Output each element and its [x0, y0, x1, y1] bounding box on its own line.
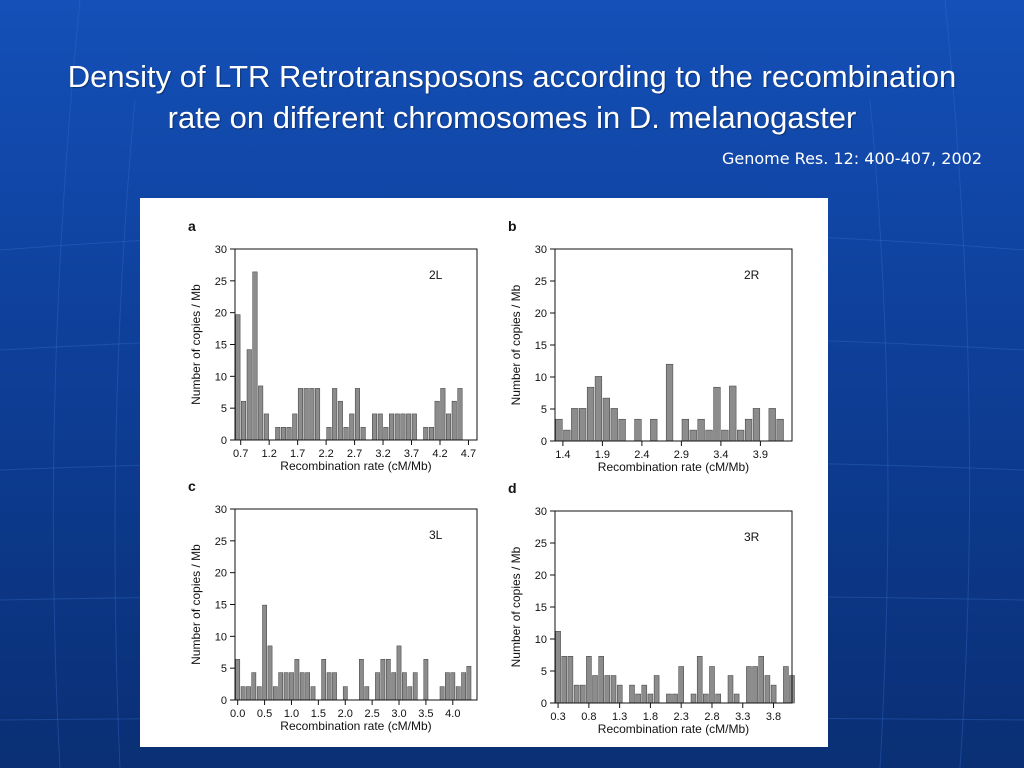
- slide-title: [0, 56, 1024, 138]
- x-tick-label-3R: 0.8: [581, 711, 597, 723]
- bar-3L: [284, 673, 288, 700]
- x-tick-label-3R: 0.3: [550, 711, 566, 723]
- bar-3L: [456, 687, 460, 700]
- bar-3R: [556, 631, 561, 703]
- bar-3L: [451, 673, 455, 700]
- bar-2L: [424, 427, 429, 440]
- bar-3L: [462, 673, 466, 700]
- y-tick-label-3L: 0: [220, 695, 227, 707]
- bar-2R: [737, 430, 744, 441]
- bar-3R: [642, 685, 647, 703]
- bar-3R: [771, 685, 776, 703]
- bar-2R: [571, 408, 578, 441]
- bar-3L: [365, 687, 369, 700]
- bar-3R: [759, 656, 764, 703]
- bar-3L: [440, 687, 444, 700]
- chromosome-label-2R: 2R: [744, 268, 760, 282]
- bar-2L: [327, 427, 332, 440]
- x-tick-label-3R: 1.3: [611, 711, 628, 723]
- bar-2L: [429, 427, 434, 440]
- bar-2L: [384, 427, 389, 440]
- x-tick-label-2L: 3.7: [403, 448, 420, 460]
- bar-3L: [279, 673, 283, 700]
- x-tick-label-3L: 3.0: [391, 708, 407, 720]
- x-tick-label-2R: 1.9: [594, 449, 611, 461]
- bar-3L: [381, 659, 385, 700]
- y-tick-label-2R: 0: [540, 436, 547, 448]
- slide-title-line-1: Density of LTR Retrotransposons according to the recombination: [67, 59, 957, 94]
- bar-3R: [605, 676, 610, 704]
- bar-2L: [293, 414, 298, 440]
- bar-3R: [666, 694, 671, 703]
- x-tick-label-2R: 3.4: [713, 449, 729, 461]
- x-tick-label-2R: 2.4: [634, 449, 650, 461]
- y-tick-label-2L: 20: [214, 307, 227, 320]
- bar-3L: [263, 605, 267, 700]
- bar-2R: [619, 419, 626, 441]
- bar-3R: [734, 694, 739, 703]
- bar-3R: [703, 694, 708, 703]
- y-tick-label-3R: 30: [534, 506, 547, 518]
- figure-panel: [140, 198, 828, 747]
- y-tick-label-3R: 15: [534, 602, 547, 614]
- bar-2L: [372, 414, 377, 440]
- y-tick-label-2L: 25: [214, 275, 227, 288]
- x-tick-label-2R: 2.9: [673, 449, 690, 461]
- x-tick-label-3L: 1.5: [310, 708, 327, 720]
- bar-2R: [650, 419, 657, 441]
- y-tick-label-2L: 0: [220, 435, 227, 447]
- bar-2R: [753, 408, 760, 441]
- y-axis-label-2R: Number of copies / Mb: [509, 284, 523, 406]
- bar-2L: [287, 427, 292, 440]
- bar-2L: [247, 350, 252, 440]
- y-tick-label-3R: 25: [534, 538, 547, 550]
- bar-3R: [648, 694, 653, 703]
- bar-3R: [746, 667, 751, 704]
- x-tick-label-3L: 0.5: [256, 708, 273, 720]
- bar-3L: [386, 659, 390, 700]
- y-axis-label-2L: Number of copies / Mb: [189, 284, 203, 405]
- bar-2L: [395, 414, 400, 440]
- bar-2L: [236, 315, 241, 440]
- bar-2R: [611, 408, 618, 441]
- bar-3L: [392, 673, 396, 700]
- bar-2L: [350, 414, 355, 440]
- bar-2L: [332, 388, 337, 440]
- bar-3L: [424, 659, 428, 700]
- y-tick-label-2R: 10: [534, 372, 547, 384]
- x-tick-label-3L: 2.0: [337, 708, 353, 720]
- x-tick-label-2L: 0.7: [233, 448, 249, 460]
- x-tick-label-3R: 3.8: [765, 711, 782, 723]
- bar-3L: [257, 687, 261, 700]
- bar-3L: [397, 646, 401, 700]
- histogram-figure: [140, 198, 828, 747]
- y-tick-label-2L: 10: [214, 371, 227, 384]
- x-tick-label-2L: 1.7: [289, 448, 306, 460]
- bar-3R: [617, 685, 622, 703]
- bar-2R: [777, 419, 784, 441]
- y-tick-label-3L: 10: [214, 631, 227, 644]
- bar-3R: [753, 667, 758, 704]
- bar-3L: [343, 687, 347, 700]
- bar-2R: [682, 419, 689, 441]
- bar-2R: [698, 419, 705, 441]
- y-axis-label-3R: Number of copies / Mb: [509, 546, 523, 668]
- y-axis-label-3L: Number of copies / Mb: [189, 544, 203, 665]
- y-tick-label-3L: 5: [220, 663, 227, 676]
- chromosome-label-3R: 3R: [744, 530, 760, 544]
- bar-3R: [697, 656, 702, 703]
- bar-2L: [401, 414, 406, 440]
- bar-3R: [580, 685, 585, 703]
- y-tick-label-3L: 15: [214, 599, 227, 612]
- y-tick-label-3L: 30: [214, 504, 227, 516]
- bar-2L: [253, 272, 258, 440]
- bar-3L: [359, 659, 363, 700]
- bar-3R: [716, 694, 721, 703]
- chromosome-label-3L: 3L: [429, 528, 443, 542]
- bar-2L: [406, 414, 411, 440]
- bar-2R: [556, 419, 563, 441]
- x-tick-label-3L: 1.0: [283, 708, 300, 720]
- bar-3R: [654, 676, 659, 704]
- x-tick-label-3L: 4.0: [445, 708, 461, 720]
- bar-3R: [593, 676, 598, 704]
- x-tick-label-2L: 2.7: [346, 448, 363, 460]
- bar-2L: [241, 401, 246, 440]
- x-tick-label-3R: 2.3: [673, 711, 689, 723]
- bar-2L: [441, 388, 446, 440]
- bar-3L: [236, 659, 240, 700]
- bar-3L: [295, 659, 299, 700]
- bar-3L: [408, 687, 412, 700]
- bar-2L: [446, 414, 451, 440]
- panel-letter-3R: d: [508, 480, 517, 496]
- panel-letter-3L: c: [188, 478, 196, 494]
- bar-3L: [306, 673, 310, 700]
- x-tick-label-2L: 2.2: [318, 448, 334, 460]
- y-tick-label-3R: 20: [534, 570, 547, 582]
- bar-3R: [673, 694, 678, 703]
- bar-3L: [327, 673, 331, 700]
- bar-3L: [322, 659, 326, 700]
- x-tick-label-2L: 4.2: [432, 448, 448, 460]
- x-tick-label-3L: 0.0: [230, 708, 246, 720]
- bar-2L: [315, 388, 320, 440]
- bar-3R: [630, 685, 635, 703]
- bar-2L: [281, 427, 286, 440]
- x-tick-label-2L: 1.2: [261, 448, 277, 460]
- bar-3R: [586, 656, 591, 703]
- bar-2L: [458, 388, 463, 440]
- bar-2R: [722, 430, 729, 441]
- x-tick-label-2R: 1.4: [555, 449, 571, 461]
- bar-3R: [562, 656, 567, 703]
- bar-3L: [273, 687, 277, 700]
- bar-2L: [310, 388, 315, 440]
- x-tick-label-3L: 2.5: [364, 708, 380, 720]
- y-tick-label-3L: 20: [214, 567, 227, 580]
- x-axis-label-2L: Recombination rate (cM/Mb): [280, 459, 432, 473]
- bar-2R: [706, 430, 713, 441]
- bar-3R: [783, 667, 788, 704]
- bar-2L: [361, 427, 366, 440]
- x-tick-label-3L: 3.5: [418, 708, 434, 720]
- bar-3L: [375, 673, 379, 700]
- bar-2R: [635, 419, 642, 441]
- bar-2L: [378, 414, 383, 440]
- bar-3L: [252, 673, 256, 700]
- bar-3R: [728, 676, 733, 704]
- bar-2R: [769, 408, 776, 441]
- bar-3L: [246, 687, 250, 700]
- bar-3R: [611, 676, 616, 704]
- bar-3R: [636, 694, 641, 703]
- y-tick-label-2R: 25: [534, 276, 547, 288]
- bar-2L: [304, 388, 309, 440]
- x-tick-label-2R: 3.9: [752, 449, 769, 461]
- bar-3R: [568, 656, 573, 703]
- panel-letter-2L: a: [188, 218, 196, 234]
- bar-2L: [258, 386, 263, 440]
- bar-3L: [300, 673, 304, 700]
- x-tick-label-3R: 2.8: [704, 711, 720, 723]
- y-tick-label-2R: 20: [534, 308, 547, 320]
- x-axis-label-3R: Recombination rate (cM/Mb): [597, 722, 750, 736]
- bar-3R: [765, 676, 770, 704]
- x-tick-label-3R: 1.8: [642, 711, 659, 723]
- bar-2R: [564, 430, 571, 441]
- x-tick-label-2L: 3.2: [375, 448, 391, 460]
- bar-3L: [467, 666, 471, 700]
- bar-3R: [574, 685, 579, 703]
- x-tick-label-2L: 4.7: [460, 448, 477, 460]
- bar-2L: [298, 388, 303, 440]
- bar-3L: [241, 687, 245, 700]
- bar-2L: [344, 427, 349, 440]
- bar-3R: [599, 656, 604, 703]
- bar-2R: [579, 408, 586, 441]
- bar-2L: [412, 414, 417, 440]
- bar-3L: [289, 673, 293, 700]
- bar-2L: [389, 414, 394, 440]
- y-tick-label-3L: 25: [214, 535, 227, 548]
- bar-2R: [603, 398, 610, 441]
- bar-2L: [435, 401, 440, 440]
- bar-2R: [595, 376, 602, 441]
- bar-2L: [264, 414, 269, 440]
- y-tick-label-2L: 15: [214, 339, 227, 352]
- y-tick-label-3R: 0: [540, 698, 547, 710]
- x-tick-label-3R: 3.3: [735, 711, 751, 723]
- bar-3R: [710, 667, 715, 704]
- y-tick-label-3R: 5: [540, 666, 547, 678]
- citation-text: Genome Res. 12: 400-407, 2002: [721, 149, 982, 168]
- bar-2L: [452, 401, 457, 440]
- bar-2L: [276, 427, 281, 440]
- bar-2R: [666, 364, 673, 441]
- slide-title-line-2: rate on different chromosomes in D. melanogaster: [167, 100, 857, 135]
- bar-3L: [311, 687, 315, 700]
- bar-2L: [355, 388, 360, 440]
- bar-3L: [413, 673, 417, 700]
- x-axis-label-2R: Recombination rate (cM/Mb): [597, 460, 750, 474]
- chromosome-label-2L: 2L: [429, 268, 443, 282]
- bar-2R: [690, 430, 697, 441]
- x-axis-label-3L: Recombination rate (cM/Mb): [280, 719, 432, 733]
- bar-2R: [729, 386, 736, 441]
- bar-3R: [691, 694, 696, 703]
- bar-3L: [332, 673, 336, 700]
- bar-2R: [587, 387, 594, 441]
- panel-letter-2R: b: [508, 218, 517, 234]
- y-tick-label-3R: 10: [534, 634, 547, 646]
- bar-3L: [402, 673, 406, 700]
- bar-3R: [679, 667, 684, 704]
- bar-3L: [268, 646, 272, 700]
- y-tick-label-2L: 30: [214, 244, 227, 256]
- y-tick-label-2R: 5: [540, 404, 547, 416]
- bar-2R: [714, 387, 721, 441]
- y-tick-label-2L: 5: [220, 403, 227, 416]
- y-tick-label-2R: 15: [534, 340, 547, 352]
- y-tick-label-2R: 30: [534, 244, 547, 256]
- bar-2L: [338, 401, 343, 440]
- bar-2R: [745, 419, 752, 441]
- bar-3L: [445, 673, 449, 700]
